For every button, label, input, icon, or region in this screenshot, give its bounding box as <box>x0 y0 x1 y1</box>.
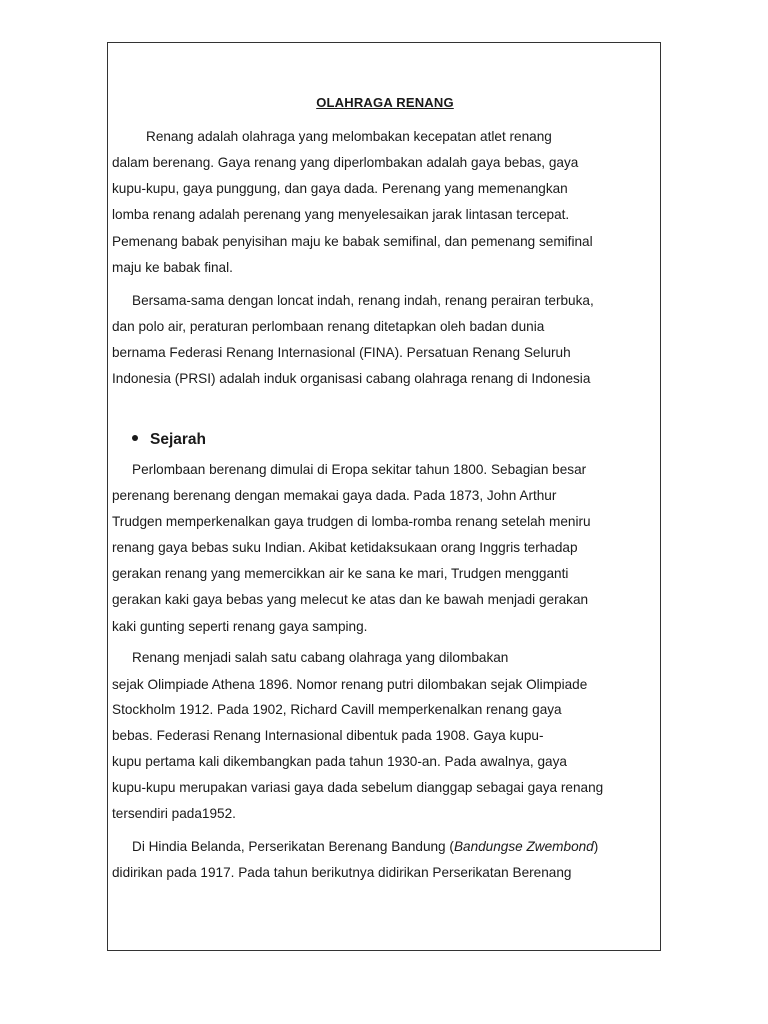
document-title: OLAHRAGA RENANG <box>316 95 454 110</box>
paragraph-2-line: Bersama-sama dengan loncat indah, renang indah, renang perairan terbuka, <box>132 293 594 308</box>
paragraph-1-line: kupu-kupu, gaya punggung, dan gaya dada. Perenang yang memenangkan <box>112 181 568 196</box>
paragraph-5-line <box>132 838 598 856</box>
paragraph-2-line: bernama Federasi Renang Internasional (FINA). Persatuan Renang Seluruh <box>112 345 571 360</box>
paragraph-3-line: renang gaya bebas suku Indian. Akibat ketidaksukaan orang Inggris terhadap <box>112 540 578 555</box>
paragraph-1-line: Renang adalah olahraga yang melombakan kecepatan atlet renang <box>146 129 552 144</box>
bullet-icon <box>132 435 138 441</box>
paragraph-3-line: gerakan renang yang memercikkan air ke sana ke mari, Trudgen mengganti <box>112 566 569 581</box>
paragraph-1-line: maju ke babak final. <box>112 260 233 275</box>
paragraph-4-line: tersendiri pada1952. <box>112 806 236 821</box>
paragraph-4-line: sejak Olimpiade Athena 1896. Nomor renang putri dilombakan sejak Olimpiade <box>112 677 588 692</box>
paragraph-1-line: dalam berenang. Gaya renang yang diperlombakan adalah gaya bebas, gaya <box>112 155 579 170</box>
paragraph-2-line: dan polo air, peraturan perlombaan renang ditetapkan oleh badan dunia <box>112 319 545 334</box>
section-heading-label: Sejarah <box>150 431 207 448</box>
paragraph-3-line: Perlombaan berenang dimulai di Eropa sekitar tahun 1800. Sebagian besar <box>132 462 587 477</box>
document-page <box>107 42 661 951</box>
paragraph-4-line: kupu pertama kali dikembangkan pada tahun 1930-an. Pada awalnya, gaya <box>112 754 567 769</box>
paragraph-4-line: bebas. Federasi Renang Internasional dibentuk pada 1908. Gaya kupu- <box>112 728 544 743</box>
paragraph-1-line: Pemenang babak penyisihan maju ke babak semifinal, dan pemenang semifinal <box>112 234 593 249</box>
paragraph-2-line: Indonesia (PRSI) adalah induk organisasi cabang olahraga renang di Indonesia <box>112 371 591 386</box>
paragraph-5-text: Di Hindia Belanda, Perserikatan Berenang Bandung ( <box>132 839 454 854</box>
paragraph-1-line: lomba renang adalah perenang yang menyelesaikan jarak lintasan tercepat. <box>112 207 570 222</box>
paragraph-4-line: Renang menjadi salah satu cabang olahraga yang dilombakan <box>132 650 509 665</box>
section-heading-sejarah <box>132 431 206 449</box>
paragraph-5-line: didirikan pada 1917. Pada tahun berikutnya didirikan Perserikatan Berenang <box>112 865 572 880</box>
paragraph-3-line: Trudgen memperkenalkan gaya trudgen di lomba-romba renang setelah meniru <box>112 514 591 529</box>
paragraph-4-line: Stockholm 1912. Pada 1902, Richard Cavill memperkenalkan renang gaya <box>112 702 562 717</box>
paragraph-3-line: kaki gunting seperti renang gaya samping. <box>112 619 368 634</box>
paragraph-3-line: gerakan kaki gaya bebas yang melecut ke atas dan ke bawah menjadi gerakan <box>112 592 589 607</box>
paragraph-5-text: ) <box>593 839 599 854</box>
paragraph-3-line: perenang berenang dengan memakai gaya dada. Pada 1873, John Arthur <box>112 488 557 503</box>
paragraph-4-line: kupu-kupu merupakan variasi gaya dada sebelum dianggap sebagai gaya renang <box>112 780 604 795</box>
paragraph-5-italic-text: Bandungse Zwembond <box>453 839 594 854</box>
